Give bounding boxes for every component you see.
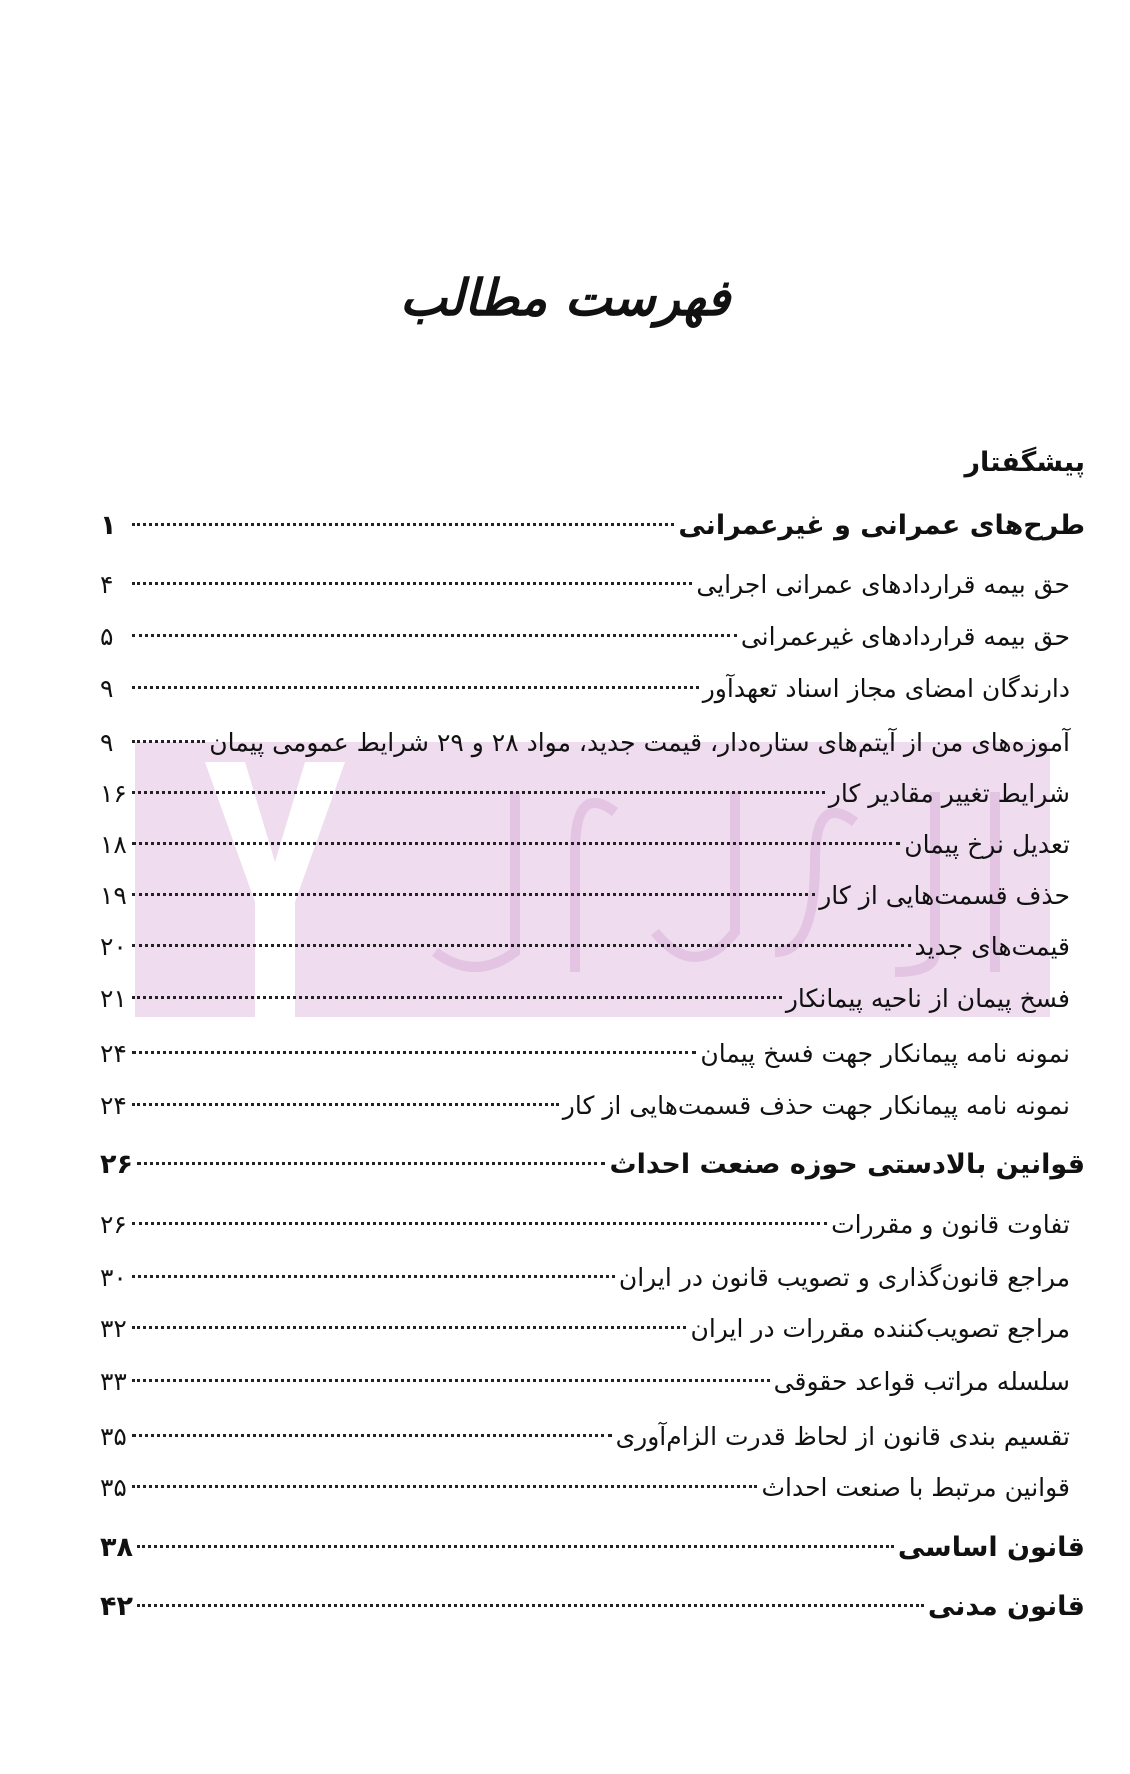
toc-entry-label: شرایط تغییر مقادیر کار	[828, 779, 1070, 808]
toc-page-number: ۱۶	[100, 779, 127, 808]
toc-entry-label: حق بیمه قراردادهای غیرعمرانی	[740, 622, 1070, 651]
dot-leader	[132, 1222, 827, 1225]
toc-page-number: ۳۵	[100, 1422, 127, 1451]
toc-entry[interactable]	[100, 1528, 1085, 1568]
dot-leader	[132, 740, 205, 743]
dot-leader	[132, 1379, 770, 1382]
dot-leader	[132, 1051, 696, 1054]
toc-page-number: ۱	[100, 510, 117, 541]
toc-entry[interactable]	[100, 1309, 1070, 1349]
toc-entry-label: تقسیم بندی قانون از لحاظ قدرت الزام‌آوری	[615, 1422, 1070, 1451]
toc-preface-label: پیشگفتار	[964, 447, 1085, 478]
toc-page-number: ۲۶	[100, 1210, 127, 1239]
dot-leader	[137, 1604, 924, 1607]
toc-entry[interactable]	[100, 723, 1070, 763]
toc-page-number: ۴	[100, 570, 114, 599]
toc-entry[interactable]	[100, 669, 1070, 709]
toc-page-number: ۱۸	[100, 830, 127, 859]
toc-entry-label: مراجع تصویب‌کننده مقررات در ایران	[690, 1314, 1070, 1343]
toc-page-number: ۳۵	[100, 1473, 127, 1502]
dot-leader	[132, 634, 737, 637]
toc-entry[interactable]	[100, 979, 1070, 1019]
toc-entry-label: حق بیمه قراردادهای عمرانی اجرایی	[696, 570, 1070, 599]
toc-entry-label: تفاوت قانون و مقررات	[831, 1210, 1070, 1239]
toc-entry-label: قیمت‌های جدید	[914, 932, 1070, 961]
toc-entry-label: دارندگان امضای مجاز اسناد تعهدآور	[702, 674, 1070, 703]
dot-leader	[132, 1103, 559, 1106]
toc-page-number: ۹	[100, 728, 114, 757]
dot-leader	[132, 944, 911, 947]
toc-entry-label: قانون اساسی	[897, 1532, 1085, 1563]
dot-leader	[132, 582, 692, 585]
dot-leader	[132, 842, 900, 845]
dot-leader	[132, 1275, 615, 1278]
dot-leader	[132, 1326, 686, 1329]
dot-leader	[137, 1162, 605, 1165]
toc-entry[interactable]	[100, 617, 1070, 657]
toc-entry[interactable]	[100, 1468, 1070, 1508]
toc-page-number: ۲۴	[100, 1091, 127, 1120]
toc-entry-label: تعدیل نرخ پیمان	[904, 830, 1070, 859]
dot-leader	[132, 1485, 757, 1488]
toc-entry[interactable]	[100, 927, 1070, 967]
dot-leader	[132, 686, 699, 689]
toc-preface[interactable]	[965, 443, 1085, 483]
toc-entry-label: قوانین مرتبط با صنعت احداث	[761, 1473, 1070, 1502]
toc-entry-label: نمونه نامه پیمانکار جهت فسخ پیمان	[700, 1039, 1070, 1068]
dot-leader	[132, 791, 825, 794]
dot-leader	[132, 996, 782, 999]
toc-page-number: ۳۰	[100, 1263, 127, 1292]
toc-page-number: ۲۱	[100, 984, 127, 1013]
toc-entry[interactable]	[100, 774, 1070, 814]
toc-entry[interactable]	[100, 825, 1070, 865]
toc-page-number: ۲۴	[100, 1039, 127, 1068]
toc-entry-label: نمونه نامه پیمانکار جهت حذف قسمت‌هایی از کار	[562, 1091, 1070, 1120]
toc-entry[interactable]	[100, 1145, 1085, 1185]
toc-entry[interactable]	[100, 565, 1070, 605]
toc-entry[interactable]	[100, 1086, 1070, 1126]
toc-page-number: ۵	[100, 622, 114, 651]
toc-entry-label: مراجع قانون‌گذاری و تصویب قانون در ایران	[618, 1263, 1070, 1292]
toc-entry[interactable]	[100, 1258, 1070, 1298]
toc-entry-label: طرح‌های عمرانی و غیرعمرانی	[678, 510, 1085, 541]
toc-entry-label: قوانین بالادستی حوزه صنعت احداث	[609, 1149, 1085, 1180]
toc-entry-label: قانون مدنی	[927, 1591, 1085, 1622]
toc-entry[interactable]	[100, 1034, 1070, 1074]
toc-entry-label: آموزه‌های من از آیتم‌های ستاره‌دار، قیمت جدید، مواد ۲۸ و ۲۹ شرایط عمومی پیمان	[209, 728, 1070, 757]
toc-entry[interactable]	[100, 1417, 1070, 1457]
toc-entry-label: سلسله مراتب قواعد حقوقی	[773, 1367, 1070, 1396]
page-title: فهرست مطالب	[399, 268, 731, 327]
toc-entry[interactable]	[100, 1587, 1085, 1627]
toc-entry[interactable]	[100, 1205, 1070, 1245]
dot-leader	[132, 893, 815, 896]
toc-entry[interactable]	[100, 876, 1070, 916]
toc-page-number: ۱۹	[100, 881, 127, 910]
toc-entry-label: حذف قسمت‌هایی از کار	[819, 881, 1070, 910]
toc-page-number: ۳۲	[100, 1314, 127, 1343]
toc-page-number: ۳۸	[100, 1532, 133, 1563]
toc-page-number: ۴۲	[100, 1591, 133, 1622]
toc-page-number: ۹	[100, 674, 114, 703]
toc-entry-label: فسخ پیمان از ناحیه پیمانکار	[785, 984, 1070, 1013]
toc-page-number: ۳۳	[100, 1367, 127, 1396]
dot-leader	[132, 1434, 612, 1437]
toc-entry[interactable]	[100, 506, 1085, 546]
toc-page-number: ۲۰	[100, 932, 127, 961]
dot-leader	[132, 523, 674, 526]
toc-page-number: ۲۶	[100, 1149, 133, 1180]
dot-leader	[137, 1545, 894, 1548]
toc-entry[interactable]	[100, 1362, 1070, 1402]
